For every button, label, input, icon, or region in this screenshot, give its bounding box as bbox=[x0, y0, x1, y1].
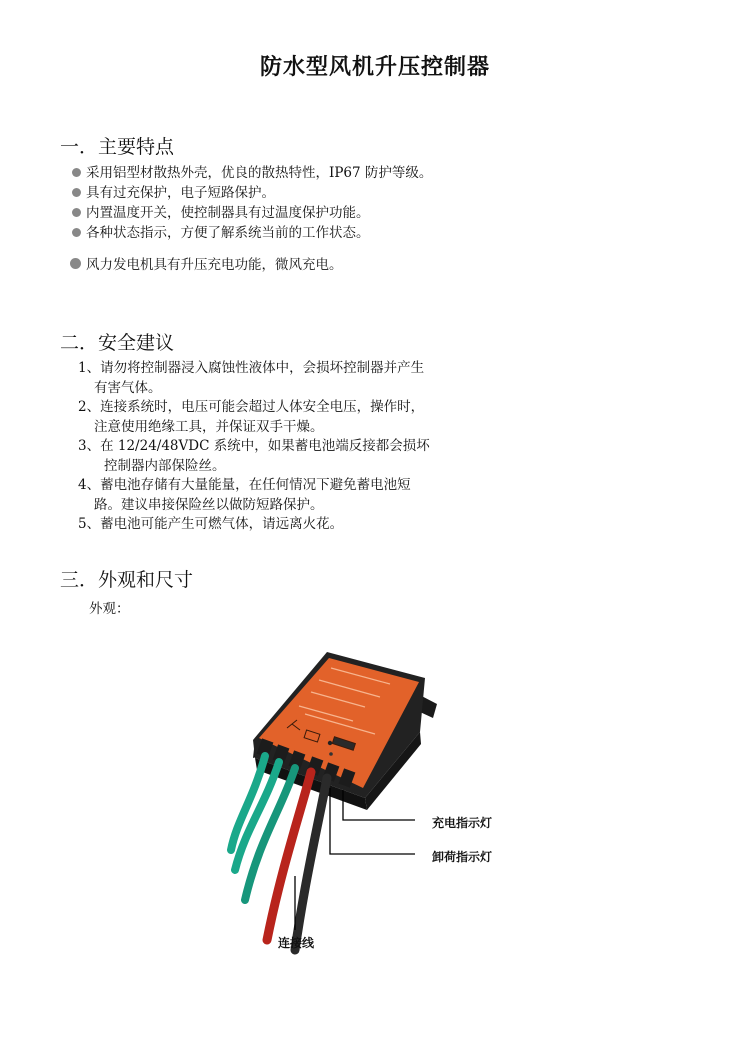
list-item: 风力发电机具有升压充电功能，微风充电。 bbox=[70, 255, 432, 275]
list-item: 3、在 12/24/48VDC 系统中，如果蓄电池端反接都会损坏 bbox=[78, 438, 430, 454]
list-item-continuation: 路。建议串接保险丝以做防短路保护。 bbox=[94, 496, 324, 513]
document-title: 防水型风机升压控制器 bbox=[259, 54, 490, 80]
list-item: 采用铝型材散热外壳，优良的散热特性，IP67 防护等级。 bbox=[72, 163, 432, 183]
controller-illustration bbox=[215, 640, 475, 960]
list-item: 2、连接系统时，电压可能会超过人体安全电压，操作时， bbox=[78, 399, 425, 415]
section-2-heading: 二．安全建议 bbox=[60, 332, 175, 354]
list-item: 内置温度开关，使控制器具有过温度保护功能。 bbox=[72, 203, 432, 223]
features-list bbox=[72, 163, 432, 275]
bullet-icon bbox=[72, 188, 81, 197]
list-item: 1、请勿将控制器浸入腐蚀性液体中，会损坏控制器并产生 bbox=[78, 360, 425, 376]
section-1-heading: 一．主要特点 bbox=[60, 136, 175, 158]
charge-led-callout: 充电指示灯 bbox=[432, 816, 493, 830]
bullet-icon bbox=[72, 168, 81, 177]
list-item-continuation: 控制器内部保险丝。 bbox=[104, 457, 226, 474]
section-3-heading: 三．外观和尺寸 bbox=[60, 569, 194, 591]
list-item: 5、蓄电池可能产生可燃气体，请远离火花。 bbox=[78, 516, 344, 532]
bullet-icon bbox=[70, 258, 81, 269]
list-item: 4、蓄电池存储有大量能量，在任何情况下避免蓄电池短 bbox=[78, 477, 411, 493]
list-item-continuation: 注意使用绝缘工具，并保证双手干燥。 bbox=[94, 418, 324, 435]
list-item-continuation: 有害气体。 bbox=[94, 379, 162, 396]
safety-list bbox=[78, 359, 430, 535]
dump-led-callout: 卸荷指示灯 bbox=[432, 850, 493, 864]
led-icon bbox=[328, 741, 332, 745]
list-item: 各种状态指示，方便了解系统当前的工作状态。 bbox=[72, 223, 432, 243]
list-item: 具有过充保护，电子短路保护。 bbox=[72, 183, 432, 203]
bullet-icon bbox=[72, 228, 81, 237]
bullet-icon bbox=[72, 208, 81, 217]
cable-callout: 连接线 bbox=[278, 936, 315, 950]
appearance-label: 外观： bbox=[89, 601, 130, 617]
